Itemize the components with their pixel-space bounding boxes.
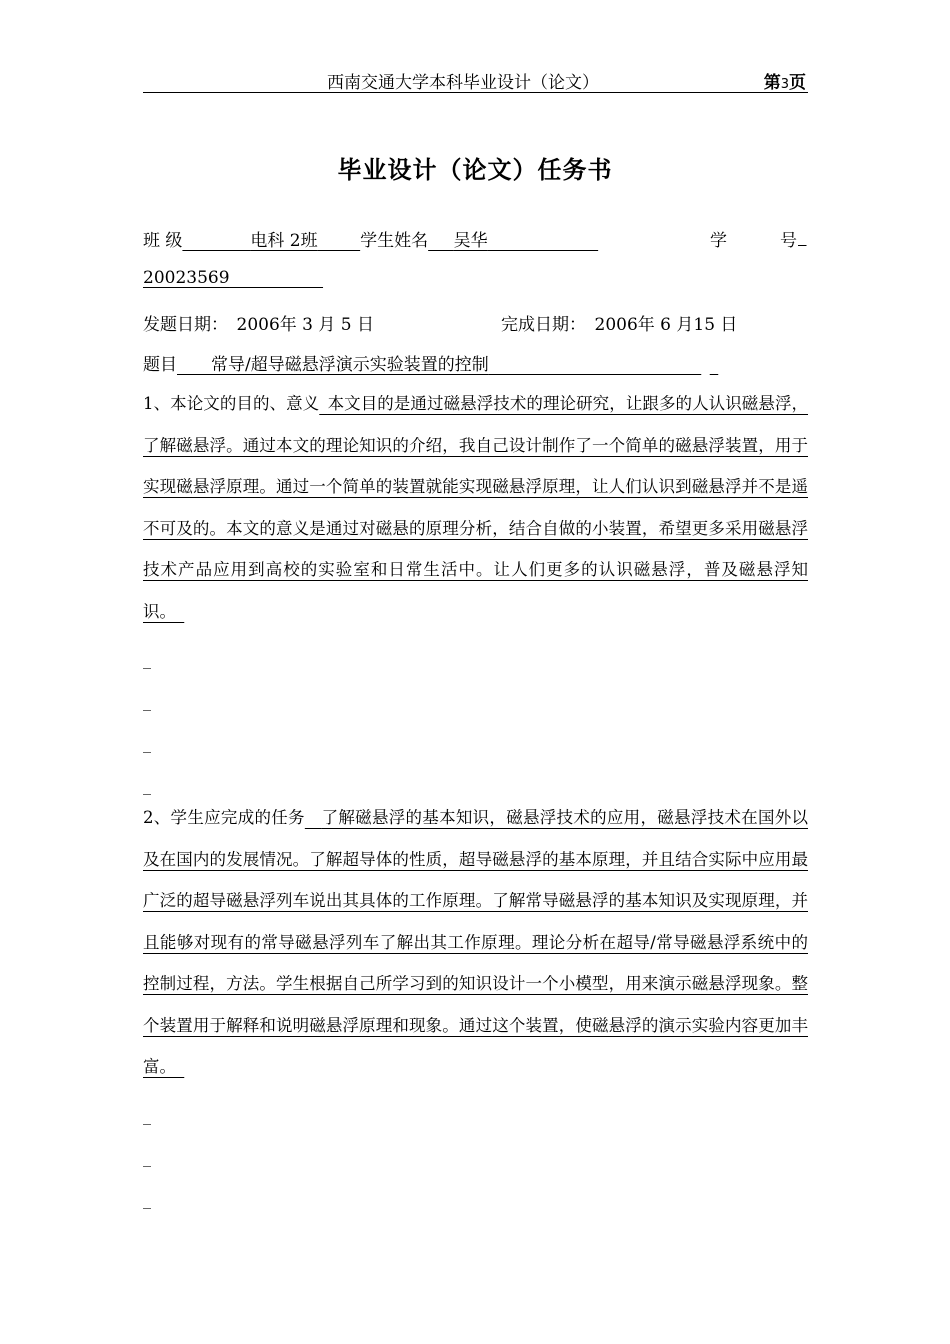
- issue-date-value: 2006年 3 月 5 日: [236, 315, 375, 335]
- dates-row: [143, 310, 808, 335]
- topic-value: 常导/超导磁悬浮演示实验装置的控制: [211, 355, 489, 375]
- blank-line: _: [143, 734, 151, 753]
- id-label-2: 号: [780, 231, 797, 251]
- topic-row: [143, 350, 808, 375]
- section-purpose: [143, 383, 808, 632]
- info-row: [143, 226, 808, 251]
- complete-date-label: 完成日期：: [501, 315, 586, 335]
- document-title: 毕业设计（论文）任务书: [337, 156, 613, 184]
- topic-label: 题目: [143, 355, 177, 375]
- topic-trailing-mark: [710, 355, 719, 375]
- blank-line: _: [143, 776, 151, 795]
- complete-date-value: 2006年 6 月15 日: [594, 315, 738, 335]
- section-tasks: [143, 797, 808, 1088]
- student-id-value: 20023569: [143, 268, 230, 288]
- id-label: 学: [710, 231, 727, 251]
- blank-line: _: [143, 692, 151, 711]
- blank-line: _: [143, 1106, 151, 1125]
- page-number: 第3页: [763, 73, 806, 93]
- section1-text: 本文目的是通过磁悬浮技术的理论研究，让跟多的人认识磁悬浮，了解磁悬浮。通过本文的理论知识的介绍，我自己设计制作了一个简单的磁悬浮装置，用于实现磁悬浮原理。通过一个简单的装置就能实现磁悬浮原理，让人们认识到磁悬浮并不是遥不可及的。本文的意义是通过对磁悬的原理分析，结合自做的小装置，希望更多采用磁悬浮技术产品应用到高校的实验室和日常生活中。让人们更多的认识磁悬浮，普及磁悬浮知识。: [143, 394, 809, 621]
- blank-line: _: [143, 1148, 151, 1167]
- class-value: 电科 2班: [250, 231, 318, 251]
- issue-date-label: 发题日期：: [143, 315, 228, 335]
- blank-line: _: [143, 650, 151, 669]
- complete-date: [501, 310, 737, 335]
- section2-label: 2、学生应完成的任务: [143, 808, 305, 827]
- blank-line: _: [143, 1190, 151, 1209]
- section1-label: 1、本论文的目的、意义: [143, 394, 320, 413]
- name-value: 吴华: [453, 231, 488, 251]
- header-title: 西南交通大学本科毕业设计（论文）: [327, 73, 599, 93]
- class-label: 班 级: [143, 231, 183, 251]
- section2-text: 了解磁悬浮的基本知识，磁悬浮技术的应用，磁悬浮技术在国外以及在国内的发展情况。了解超导体的性质，超导磁悬浮的基本原理，并且结合实际中应用最广泛的超导磁悬浮列车说出其具体的工作原理。了解常导磁悬浮的基本知识及实现原理，并且能够对现有的常导磁悬浮列车了解出其工作原理。理论分析在超导/常导磁悬浮系统中的控制过程，方法。学生根据自己所学习到的知识设计一个小模型，用来演示磁悬浮现象。整个装置用于解释和说明磁悬浮原理和现象。通过这个装置，使磁悬浮的演示实验内容更加丰富。: [143, 808, 809, 1076]
- page-header: [143, 66, 808, 93]
- student-id-row: [143, 268, 808, 288]
- id-underline: [798, 226, 807, 246]
- name-label: 学生姓名: [360, 231, 429, 251]
